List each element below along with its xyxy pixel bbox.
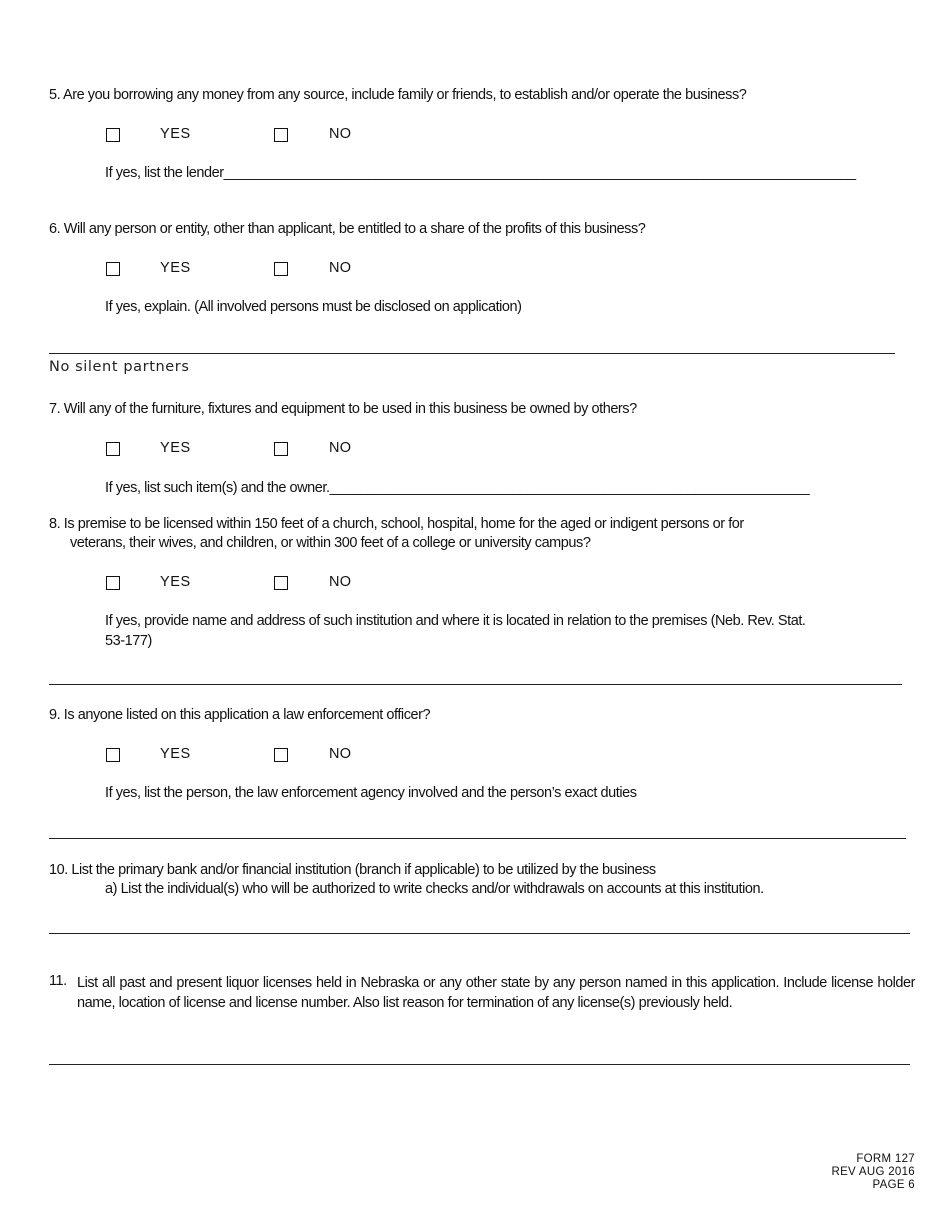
q10-answer-line[interactable] bbox=[49, 933, 910, 934]
question-8-line-1: 8. Is premise to be licensed within 150 feet of a church, school, hospital, home for the aged or indigent persons or for bbox=[49, 516, 744, 532]
q9-yes-label: YES bbox=[160, 746, 191, 762]
q6-no-label: NO bbox=[329, 260, 352, 276]
q7-items-field[interactable]: If yes, list such item(s) and the owner._______________________________________________________________ bbox=[105, 480, 810, 496]
q5-no-checkbox[interactable] bbox=[274, 128, 288, 142]
q8-yes-label: YES bbox=[160, 574, 191, 590]
q9-no-checkbox[interactable] bbox=[274, 748, 288, 762]
q7-no-checkbox[interactable] bbox=[274, 442, 288, 456]
question-7-text: 7. Will any of the furniture, fixtures and equipment to be used in this business be owned by others? bbox=[49, 401, 637, 417]
q6-answer-line[interactable] bbox=[49, 353, 895, 354]
form-footer bbox=[831, 1153, 915, 1192]
question-10-line-1: 10. List the primary bank and/or financial institution (branch if applicable) to be utilized by the business bbox=[49, 862, 656, 878]
q5-no-label: NO bbox=[329, 126, 352, 142]
q9-no-label: NO bbox=[329, 746, 352, 762]
q5-lender-field[interactable]: If yes, list the lender___________________________________________________________________________________ bbox=[105, 165, 856, 181]
question-9-text: 9. Is anyone listed on this application a law enforcement officer? bbox=[49, 707, 431, 723]
q6-yes-label: YES bbox=[160, 260, 191, 276]
footer-revision: REV AUG 2016 bbox=[831, 1166, 915, 1178]
question-5-text: 5. Are you borrowing any money from any source, include family or friends, to establish and/or operate the business? bbox=[49, 87, 747, 103]
q9-yes-checkbox[interactable] bbox=[106, 748, 120, 762]
footer-page-number: PAGE 6 bbox=[872, 1179, 915, 1191]
q8-yes-checkbox[interactable] bbox=[106, 576, 120, 590]
question-11-number: 11. bbox=[49, 973, 67, 989]
footer-form-number: FORM 127 bbox=[856, 1153, 915, 1165]
q6-answer-text: No silent partners bbox=[49, 359, 190, 375]
q6-no-checkbox[interactable] bbox=[274, 262, 288, 276]
q7-yes-label: YES bbox=[160, 440, 191, 456]
q8-answer-line[interactable] bbox=[49, 684, 902, 685]
q5-yes-label: YES bbox=[160, 126, 191, 142]
question-10-line-2: a) List the individual(s) who will be authorized to write checks and/or withdrawals on accounts at this institution. bbox=[105, 881, 764, 897]
question-11-text: List all past and present liquor licenses held in Nebraska or any other state by any person named in this application. Include license holder name, location of license and license number. Also list reason for termination of any license(s) previously held. bbox=[77, 975, 915, 1011]
q6-yes-checkbox[interactable] bbox=[106, 262, 120, 276]
q7-no-label: NO bbox=[329, 440, 352, 456]
q9-followup-label: If yes, list the person, the law enforcement agency involved and the person’s exact duties bbox=[105, 785, 637, 801]
q7-yes-checkbox[interactable] bbox=[106, 442, 120, 456]
q6-explain-label: If yes, explain. (All involved persons must be disclosed on application) bbox=[105, 299, 522, 315]
q8-no-label: NO bbox=[329, 574, 352, 590]
q8-no-checkbox[interactable] bbox=[274, 576, 288, 590]
q8-followup-line-1: If yes, provide name and address of such institution and where it is located in relation to the premises (Neb. Rev. Stat. bbox=[105, 613, 806, 629]
question-8-line-2: veterans, their wives, and children, or within 300 feet of a college or university campus? bbox=[70, 535, 591, 551]
q8-followup-line-2: 53-177) bbox=[105, 633, 152, 649]
q11-answer-line[interactable] bbox=[49, 1064, 910, 1065]
question-6-text: 6. Will any person or entity, other than applicant, be entitled to a share of the profits of this business? bbox=[49, 221, 646, 237]
q9-answer-line[interactable] bbox=[49, 838, 906, 839]
q5-yes-checkbox[interactable] bbox=[106, 128, 120, 142]
